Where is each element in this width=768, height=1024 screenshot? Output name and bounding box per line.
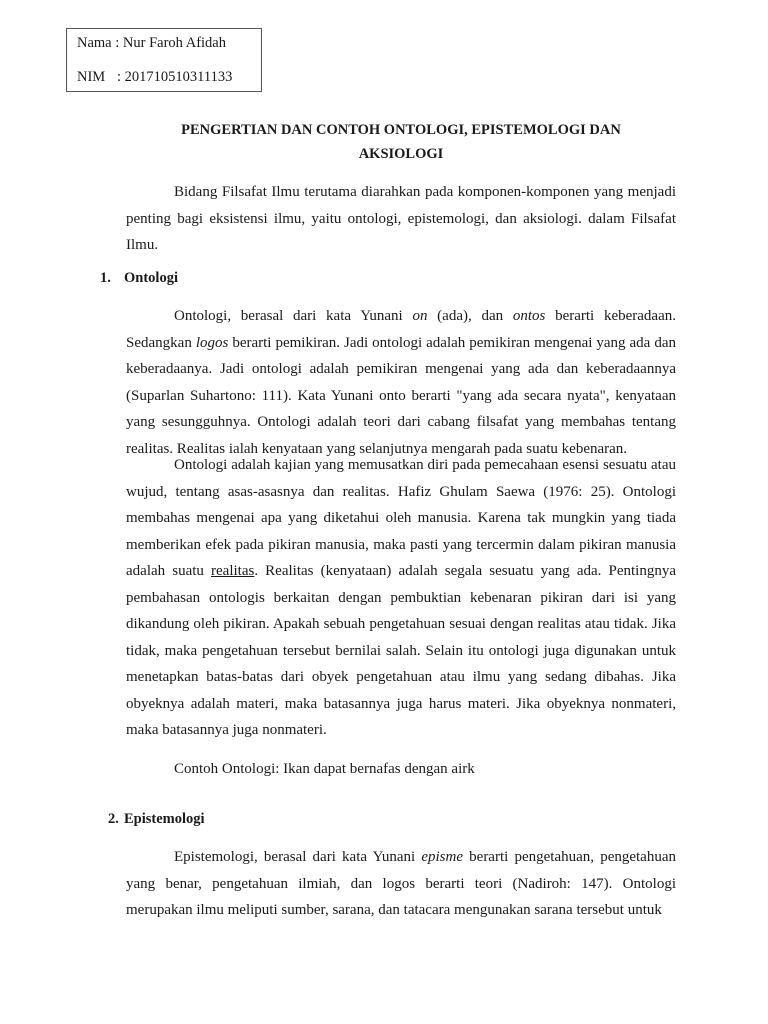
section-2-heading xyxy=(108,811,205,828)
ontologi-example: Contoh Ontologi: Ikan dapat bernafas dengan airk xyxy=(174,761,475,777)
term-ontos: ontos xyxy=(512,308,546,324)
epistemologi-paragraph-1: Epistemologi, berasal dari kata Yunani episme berarti pengetahuan, pengetahuan yang benar, pengetahuan ilmiah, dan logos berarti teori (Nadiroh: 147). Ontologi merupakan ilmu meliputi sumber, sarana, dan tatacara mengunakan sarana tersebut untuk xyxy=(126,849,676,918)
student-identity-box xyxy=(66,28,262,92)
student-name: Nama : Nur Faroh Afidah xyxy=(77,35,226,51)
nim-value: : 201710510311133 xyxy=(117,69,233,85)
section-1-title: Ontologi xyxy=(124,270,178,286)
ontologi-paragraph-1: Ontologi, berasal dari kata Yunani on (ada), dan ontos berarti keberadaan. Sedangkan logos berarti pemikiran. Jadi ontologi adalah pemikiran mengenai yang ada dan keberadaanya. Jadi ontologi adalah pemikiran mengenai yang ada dan keberadaannya (Suparlan Suhartono: 111). Kata Yunani onto berarti "yang ada secara nyata", kenyataan yang sesungguhnya. Ontologi adalah teori dari cabang filsafat yang membahas tentang realitas. Realitas ialah kenyataan yang selanjutnya mengarah pada suatu kebenaran. xyxy=(126,308,676,457)
section-1-heading xyxy=(100,270,178,287)
ontologi-paragraph-2: Ontologi adalah kajian yang memusatkan diri pada pemecahaan esensi sesuatu atau wujud, tentang asas-asasnya dan realitas. Hafiz Ghulam Saewa (1976: 25). Ontologi membahas mengenai apa yang diketahui oleh manusia. Karena tak mungkin yang tiada memberikan efek pada pikiran manusia, maka pasti yang tercermin dalam pikiran manusia adalah suatu realitas. Realitas (kenyataan) adalah segala sesuatu yang ada. Pentingnya pembahasan ontologis berkaitan dengan pembuktian kebenaran pikiran dari isi yang dikandung oleh pikiran. Apakah sebuah pengetahuan sesuai dengan realitas atau tidak. Jika tidak, maka pengetahuan tersebut bernilai salah. Selain itu ontologi juga digunakan untuk menetapkan batas-batas dari obyek pengetahuan atau ilmu yang sedang dibahas. Jika obyeknya adalah materi, maka batasannya juga harus materi. Jika obyeknya nonmateri, maka batasannya juga nonmateri. xyxy=(126,457,676,738)
section-1-number: 1. xyxy=(100,270,111,286)
term-logos: logos xyxy=(195,334,229,351)
nim-label: NIM xyxy=(77,69,106,85)
student-nim xyxy=(77,69,232,86)
section-2-number: 2. xyxy=(108,811,119,827)
document-title-line-2: AKSIOLOGI xyxy=(358,146,444,162)
term-episme: episme xyxy=(421,849,463,865)
document-title-line-1: PENGERTIAN DAN CONTOH ONTOLOGI, EPISTEMOLOGI DAN xyxy=(181,122,621,138)
section-2-title: Epistemologi xyxy=(124,811,205,827)
realitas-link[interactable]: realitas xyxy=(211,563,255,579)
term-on: on xyxy=(412,308,428,324)
intro-paragraph: Bidang Filsafat Ilmu terutama diarahkan pada komponen-komponen yang menjadi penting bagi eksistensi ilmu, yaitu ontologi, epistemologi, dan aksiologi. dalam Filsafat Ilmu. xyxy=(126,184,676,253)
